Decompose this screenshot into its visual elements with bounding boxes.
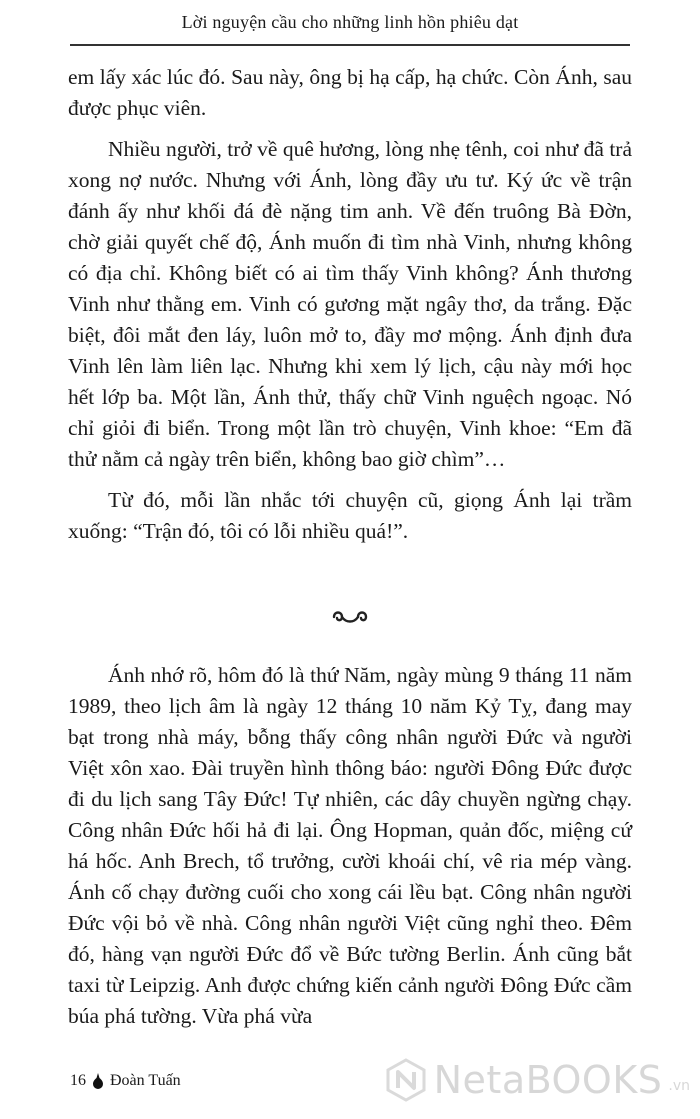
page-footer: [70, 1072, 181, 1090]
paragraph: Từ đó, mỗi lần nhắc tới chuyện cũ, giọng Ánh lại trầm xuống: “Trận đó, tôi có lỗi nhiều quá!”.: [68, 488, 632, 543]
section-one: [68, 62, 632, 547]
header-divider: [70, 44, 630, 46]
watermark-brand: NetaBOOKS: [433, 1058, 663, 1102]
paragraph: em lấy xác lúc đó. Sau này, ông bị hạ cấp, hạ chức. Còn Ánh, sau được phục viên.: [68, 65, 632, 120]
netabooks-logo-icon: [384, 1058, 428, 1102]
running-header: Lời nguyện cầu cho những linh hồn phiêu dạt: [181, 12, 519, 32]
watermark: [384, 1058, 690, 1102]
swirl-ornament-icon: [330, 607, 370, 627]
paragraph: Nhiều người, trở về quê hương, lòng nhẹ tênh, coi như đã trả xong nợ nước. Nhưng với Ánh, lòng đầy ưu tư. Ký ức về trận đánh ấy như khối đá đè nặng tim anh. Về đến truông Bà Đờn, chờ giải quyết chế độ, Ánh muốn đi tìm nhà Vinh, nhưng không có địa chỉ. Không biết có ai tìm thấy Vinh không? Ánh thương Vinh như thằng em. Vinh có gương mặt ngây thơ, da trắng. Đặc biệt, đôi mắt đen láy, luôn mở to, đầy mơ mộng. Ánh định đưa Vinh lên làm liên lạc. Nhưng khi xem lý lịch, cậu này mới học hết lớp ba. Một lần, Ánh thử, thấy chữ Vinh nguệch ngoạc. Nó chỉ giỏi đi biển. Trong một lần trò chuyện, Vinh khoe: “Em đã thử nằm cả ngày trên biển, không bao giờ chìm”…: [68, 137, 632, 471]
author-name: Đoàn Tuấn: [110, 1072, 181, 1089]
paragraph: Ánh nhớ rõ, hôm đó là thứ Năm, ngày mùng 9 tháng 11 năm 1989, theo lịch âm là ngày 12 tháng 10 năm Kỷ Tỵ, đang may bạt trong nhà máy, bỗng thấy công nhân người Đức và người Việt xôn xao. Đài truyền hình thông báo: người Đông Đức được đi du lịch sang Tây Đức! Tự nhiên, các dây chuyền ngừng chạy. Công nhân Đức hối hả đi lại. Ông Hopman, quản đốc, miệng cứ há hốc. Anh Brech, tổ trưởng, cười khoái chí, vê ria mép vàng. Ánh cố chạy đường cuối cho xong cái lều bạt. Công nhân người Đức vội bỏ về nhà. Công nhân người Việt cũng nghỉ theo. Đêm đó, hàng vạn người Đức đổ về Bức tường Berlin. Ánh cũng bắt taxi từ Leipzig. Anh được chứng kiến cảnh người Đông Đức cầm búa phá tường. Vừa phá vừa: [68, 663, 632, 1028]
drop-ornament-icon: [92, 1073, 104, 1089]
page-number: 16: [70, 1072, 86, 1089]
section-two: [68, 660, 632, 1032]
watermark-suffix: .vn: [668, 1078, 690, 1094]
